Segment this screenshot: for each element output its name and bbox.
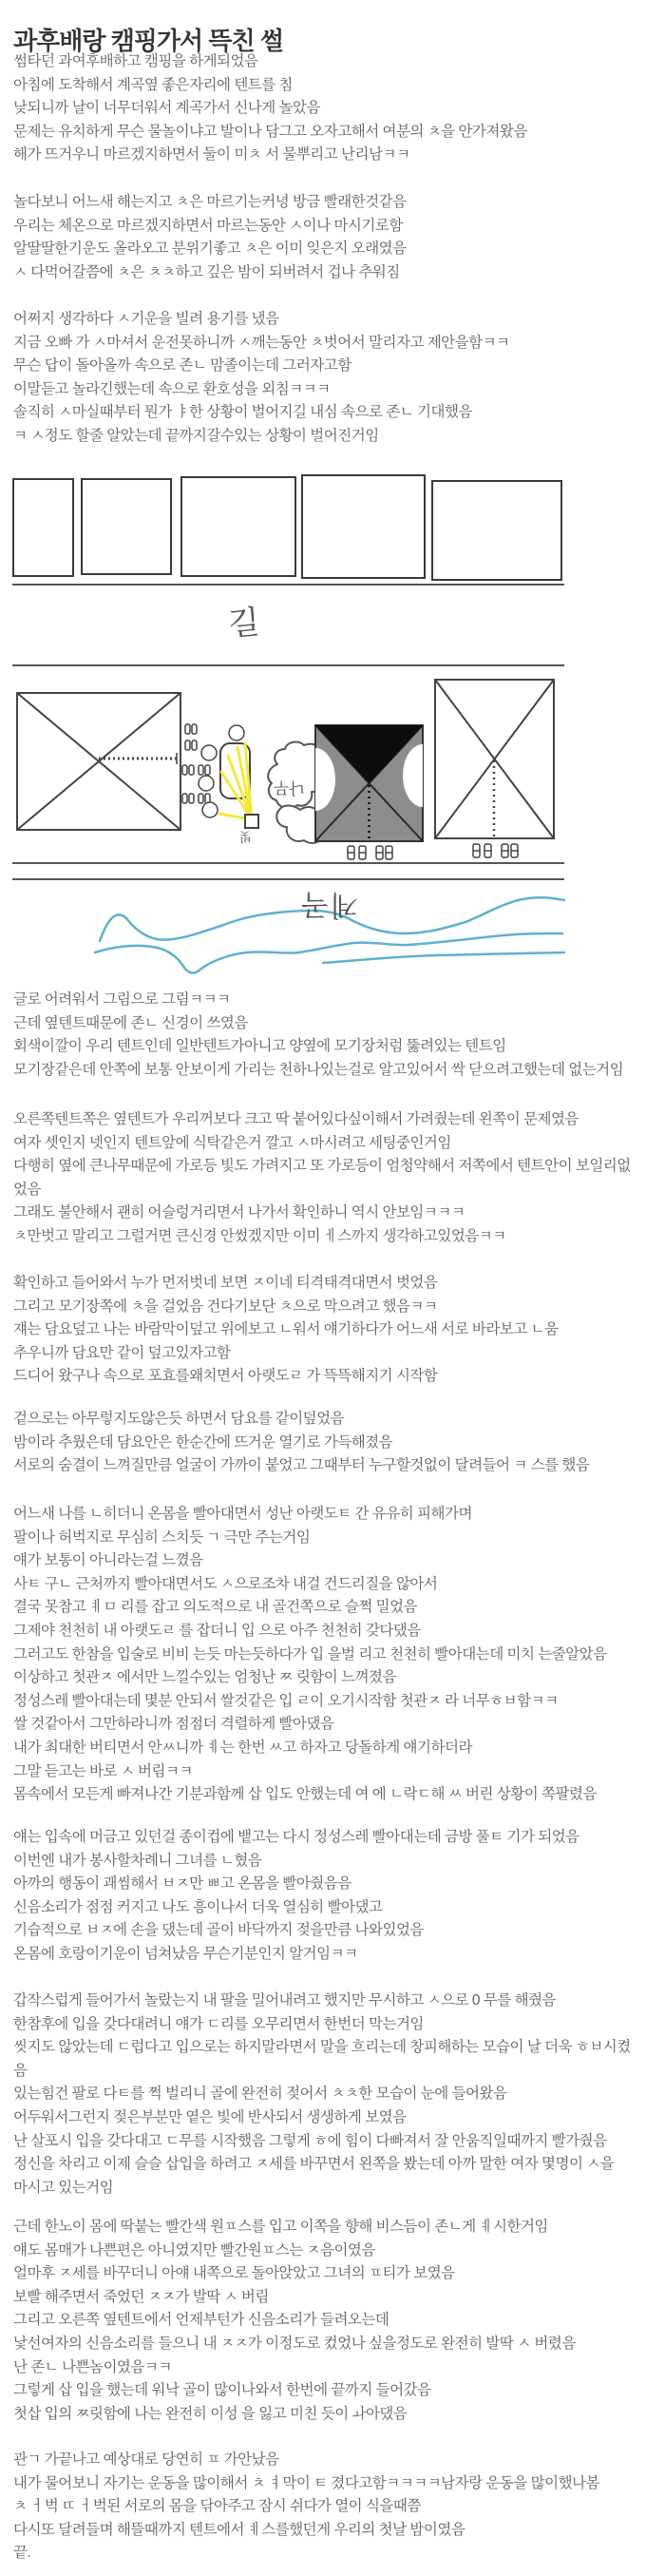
street-lamp bbox=[245, 815, 258, 828]
text-line: 난 살포시 입을 갖다대고 ㄷ무를 시작했음 그렇게 ㅎ에 힘이 다빠져서 잘 안움직일때까지 빨가줬음 bbox=[13, 2132, 607, 2149]
text-line: 그리고 모기장쪽에 ㅊ을 걸었음 건다기보단 ㅊ으로 막으려고 했음ㅋㅋ bbox=[13, 1298, 438, 1315]
text-line: 신음소리가 점점 커지고 나도 흥이나서 더욱 열심히 빨아댔고 bbox=[13, 1898, 383, 1915]
text-line: 회색이깔이 우리 텐트인데 일반텐트가아니고 양옆에 모기장처럼 뚫려있는 텐트임 bbox=[13, 1038, 506, 1055]
text-line: 기습적으로 ㅂㅈ에 손을 댔는데 골이 바닥까지 젖을만큼 나와있었음 bbox=[13, 1922, 424, 1939]
grey-tent-shoes bbox=[348, 846, 392, 859]
text-line: 오른쪽텐트쪽은 옆텐트가 우리꺼보다 크고 딱 붙어있다싶이해서 가려줬는데 왼쪽이 문제였음 bbox=[13, 1111, 579, 1127]
text-line: 정신을 차리고 이제 슬슬 삽입을 하려고 ㅈ세를 바꾸면서 왼쪽을 봤는데 아까 말한 여자 몇명이 ㅅ을 bbox=[13, 2156, 615, 2173]
text-line: 썸타던 과여후배하고 캠핑을 하게되었음 bbox=[13, 53, 258, 69]
text-line: 겉으로는 아무렇지도않은듯 하면서 담요를 같이덮었음 bbox=[13, 1411, 345, 1427]
text-line: 얘도 몸매가 나쁜편은 아니였지만 빨간원ㅍ스는 ㅈ음이였음 bbox=[13, 2241, 375, 2259]
panel-box-2 bbox=[81, 478, 172, 575]
panel-box-4 bbox=[301, 474, 426, 579]
text-line: 한참후에 입을 갖다대려니 얘가 ㄷ리를 오무리면서 한번더 막는거임 bbox=[13, 2015, 424, 2032]
text-line: 첫삽 입의 ㅉ릿함에 나는 완전히 이성 을 잃고 미친 듯이 ㅘ아댔음 bbox=[13, 2405, 408, 2422]
text-line: 쟤는 담요덮고 나는 바람막이덮고 위에보고 ㄴ워서 얘기하다가 어느새 서로 바라보고 ㄴ움 bbox=[13, 1321, 559, 1338]
text-line: 확인하고 들어와서 누가 먼저벗네 보면 ㅈ이네 티격태격대면서 벗었음 bbox=[13, 1275, 438, 1291]
text-line: 있는힘건 팔로 다ㅌ를 쩍 벌리니 골에 완전히 젖어서 ㅊㅊ한 모습이 눈에 들어왔음 bbox=[13, 2086, 507, 2103]
text-line: 무슨 답이 돌아올까 속으로 존ㄴ 맘졸이는데 그러자고함 bbox=[13, 357, 352, 375]
text-line: 몸속에서 모든게 빠져나간 기분과함께 삽 입도 안했는데 여 에 ㄴ락ㄷ해 ㅆ 버린 상황이 쪽팔렸음 bbox=[13, 1786, 597, 1803]
paragraph-10 bbox=[13, 1990, 659, 2200]
paragraph-2 bbox=[13, 191, 659, 284]
text-line: 관ㄱ 가끝나고 예상대로 당연히 ㅍ 가안났음 bbox=[13, 2451, 279, 2468]
text-line: 아까의 행동이 괘씸해서 ㅂㅈ만 ㅃ고 온몸을 빨아줬음음 bbox=[13, 1875, 352, 1893]
text-line: 보빨 해주면서 죽었던 ㅈㅈ가 발딱 ㅅ 버림 bbox=[13, 2288, 269, 2305]
text-line: 그말 듣고는 바로 ㅅ 버림ㅋㅋ bbox=[13, 1762, 193, 1779]
text-line: 결국 못참고 ㅖㅁ 리를 잡고 의도적으로 내 골건쪽으로 슬쩍 밀었음 bbox=[13, 1599, 418, 1616]
valley-road-lines bbox=[12, 863, 564, 879]
text-line: 다시또 달려들며 해뜰때까지 텐트에서 ㅖ스를했던게 우리의 첫날 밤이였음 bbox=[13, 2521, 466, 2538]
left-tent bbox=[17, 693, 180, 830]
text-line: 었음 bbox=[13, 1181, 41, 1198]
text-line: 글로 어려워서 그림으로 그림ㅋㅋㅋ bbox=[13, 991, 231, 1008]
text-line: 갑작스럽게 들어가서 놀랐는지 내 팔을 밀어내려고 했지만 무시하고 ㅅ으로 0 무를 해줬음 bbox=[13, 1992, 557, 2009]
text-line: 근데 한노이 몸에 딱붙는 빨간색 원ㅍ스를 입고 이쪽을 향해 비스듬이 존ㄴ게 ㅖ시한거임 bbox=[13, 2219, 548, 2235]
text-line: 아침에 도착해서 계곡옆 좋은자리에 텐트를 침 bbox=[13, 76, 294, 93]
light-label: 빛 bbox=[239, 830, 252, 844]
campsite-sketch bbox=[0, 665, 665, 989]
paragraph-6 bbox=[13, 1272, 659, 1389]
text-line: 우리는 체온으로 마르겠지하면서 마르는동안 ㅅ이나 마시기로함 bbox=[13, 217, 403, 234]
paragraph-8 bbox=[13, 1503, 659, 1807]
text-line: 놀다보니 어느새 해는지고 ㅊ은 마르기는커녕 방금 빨래한것같음 bbox=[13, 194, 407, 210]
text-line: 그렇게 삽 입을 했는데 워낙 골이 많이나와서 한번에 끝까지 들어갔음 bbox=[13, 2382, 431, 2399]
text-line: 낮되니까 날이 너무더워서 계곡가서 신나게 놀았음 bbox=[13, 100, 320, 117]
road-label: 길 bbox=[226, 604, 261, 644]
paragraph-4 bbox=[13, 989, 659, 1082]
text-line: 내가 물어보니 자기는 운동을 많이해서 ㅊ ㅕ막이 ㅌ 졌다고함ㅋㅋㅋㅋ남자랑 운동을 많이했나봄 bbox=[13, 2474, 599, 2491]
post-title: 과후배랑 캠핑가서 뜩친 썰 bbox=[13, 27, 283, 56]
text-line: ㅅ 다먹어갈쯤에 ㅊ은 ㅊㅊ하고 깊은 밤이 되버려서 겁나 추워짐 bbox=[13, 263, 400, 280]
text-line: 어쩌지 생각하다 ㅅ기운을 빌려 용기를 냈음 bbox=[13, 311, 279, 327]
text-line: 그리고 오른쪽 옆텐트에서 언제부턴가 신음소리가 들려오는데 bbox=[13, 2312, 390, 2329]
grey-tent bbox=[295, 725, 443, 841]
text-line: 온몸에 호랑이기운이 넘쳐났음 무슨기분인지 알거임ㅋㅋ bbox=[13, 1945, 358, 1962]
paragraph-3 bbox=[13, 308, 659, 449]
text-line: 지금 오빠 가 ㅅ마셔서 운전못하니까 ㅅ깨는동안 ㅊ벗어서 말리자고 제안을함ㅋㅋ bbox=[13, 334, 510, 351]
text-line: 솔직히 ㅅ마실때부터 뭔가 ㅑ한 상황이 벌어지길 내심 속으로 존ㄴ 기대했음 bbox=[13, 404, 472, 421]
paragraph-5 bbox=[13, 1108, 659, 1249]
text-line: 씻지도 않았는데 ㄷ럽다고 입으로는 하지말라면서 말을 흐리는데 창피해하는 모습이 날 더욱 ㅎㅂ시켰 bbox=[13, 2039, 631, 2056]
text-line: 이번엔 내가 봉사할차례니 그녀를 ㄴ혔음 bbox=[13, 1852, 262, 1869]
text-line: 여자 셋인지 넷인지 텐트앞에 식탁같은거 깔고 ㅅ마시려고 세팅중인거임 bbox=[13, 1134, 451, 1151]
text-line: 근데 옆텐트때문에 존ㄴ 신경이 쓰였음 bbox=[13, 1014, 248, 1031]
road-line-top bbox=[12, 584, 564, 586]
text-line: 난 존ㄴ 나쁜놈이였음ㅋㅋ bbox=[13, 2358, 172, 2375]
tree-label: 나무 bbox=[274, 779, 305, 797]
text-line: 내가 최대한 버티면서 안ㅆ니까 ㅖ는 한번 ㅆ고 하자고 당돌하게 얘기하더라 bbox=[13, 1739, 472, 1756]
text-line: 이상하고 첫관ㅈ 에서만 느낄수있는 엄청난 ㅉ 릿함이 느껴졌음 bbox=[13, 1669, 396, 1686]
text-line: ㅊ만벗고 말리고 그럴거면 큰신경 안썼겠지만 이미 ㅔ스까지 생각하고있었음ㅋㅋ bbox=[13, 1227, 506, 1244]
text-line: 다행히 옆에 큰나무때문에 가로등 빛도 가려지고 또 가로등이 엄청약해서 저쪽에서 텐트안이 보일리없 bbox=[13, 1158, 631, 1175]
text-line: ㅊ ㅓ벅 ㄸ ㅓ벅된 서로의 몸을 닦아주고 잠시 쉬다가 열이 식을때쯤 bbox=[13, 2498, 421, 2515]
text-line: 그래도 불안해서 괜히 어슬렁거리면서 나가서 확인하니 역시 안보임ㅋㅋㅋ bbox=[13, 1204, 466, 1221]
text-line: 정성스레 빨아대는데 몇분 안되서 쌀것같은 입 ㄹ이 오기시작함 첫관ㅈ 라 너무ㅎㅂ함ㅋㅋ bbox=[13, 1692, 559, 1709]
panel-box-5 bbox=[431, 480, 562, 581]
text-line: 그제야 천천히 내 아랫도ㄹ 를 잡더니 입 으로 아주 천천히 갖다댔음 bbox=[13, 1622, 421, 1639]
text-line: 얘가 보통이 아니라는걸 느꼈음 bbox=[13, 1552, 203, 1569]
text-line: 어두워서그런지 젖은부분만 옅은 빛에 반사되서 생생하게 보였음 bbox=[13, 2108, 407, 2125]
text-line: 모기장같은데 안쪽에 보통 안보이게 가리는 천하나있는걸로 알고있어서 싹 닫으려고했는데 없는거임 bbox=[13, 1061, 624, 1078]
text-line: 어느새 나를 ㄴ히더니 온몸을 빨아대면서 성난 아랫도ㅌ 간 유유히 피해가며 bbox=[13, 1506, 472, 1522]
paragraph-7 bbox=[13, 1408, 659, 1478]
right-tent bbox=[435, 680, 554, 838]
panel-box-3 bbox=[180, 476, 296, 577]
text-line: 추우니까 담요만 같이 덮고있자고함 bbox=[13, 1344, 231, 1361]
text-line: 낯선여자의 신음소리를 들으니 내 ㅈㅈ가 이정도로 컸었나 싶을정도로 완전히 발딱 ㅅ 버렸음 bbox=[13, 2335, 576, 2352]
text-line: 드디어 왔구나 속으로 포효를왜치면서 아랫도ㄹ 가 뜩뜩해지기 시작함 bbox=[13, 1368, 438, 1385]
text-line: ㅋ ㅅ정도 할줄 알았는데 끝까지갈수있는 상황이 벌어진거임 bbox=[13, 427, 379, 444]
paragraph-9 bbox=[13, 1826, 659, 1967]
valley-label: 계곡 bbox=[299, 889, 358, 920]
text-line: 얼마후 ㅈ세를 바꾸더니 아얘 내쪽으로 돌아앉았고 그녀의 ㅍ티가 보였음 bbox=[13, 2265, 455, 2282]
text-line: 알딸딸한기운도 올라오고 분위기좋고 ㅊ은 이미 잊은지 오래였음 bbox=[13, 240, 407, 258]
panel-box-1 bbox=[12, 478, 74, 577]
text-line: 사ㅌ 구ㄴ 근처까지 빨아대면서도 ㅅ으로조차 내걸 건드리질을 않아서 bbox=[13, 1575, 438, 1592]
paragraph-12 bbox=[13, 2449, 659, 2566]
right-tent-shoes bbox=[473, 844, 518, 857]
text-line: 밤이라 추웠은데 담요안은 한순간에 뜨거운 열기로 가득해졌음 bbox=[13, 1433, 393, 1451]
text-line: 그러고도 한참을 입술로 비비 는듯 마는듯하다가 입 을벌 리고 천천히 빨아대는데 미치 는줄알았음 bbox=[13, 1645, 607, 1663]
text-line: 음 bbox=[13, 2062, 28, 2079]
text-line: 해가 뜨거우니 마르겠지하면서 둘이 미ㅊ 서 물뿌리고 난리남ㅋㅋ bbox=[13, 146, 410, 163]
text-line: 팔이나 허벅지로 무심히 스치듯 ㄱ 극만 주는거임 bbox=[13, 1528, 311, 1546]
text-line: 얘는 입속에 머금고 있던걸 종이컵에 뱉고는 다시 정성스레 빨아대는데 금방 풀ㅌ 기가 되었음 bbox=[13, 1829, 580, 1845]
paragraph-1 bbox=[13, 50, 659, 167]
text-line: 서로의 숨결이 느껴질만큼 얼굴이 가까이 붙었고 그때부터 누구할것없이 달려들어 ㅋ 스를 했음 bbox=[13, 1457, 590, 1474]
text-line: 이말듣고 놀라긴했는데 속으로 환호성을 외침ㅋㅋㅋ bbox=[13, 380, 331, 397]
text-line: 마시고 있는거임 bbox=[13, 2179, 114, 2196]
text-line: 문제는 유치하게 무슨 물놀이냐고 발이나 담그고 오자고해서 여분의 ㅊ을 안가져왔음 bbox=[13, 123, 527, 140]
text-line: 끝. bbox=[13, 2545, 31, 2562]
paragraph-11 bbox=[13, 2216, 659, 2426]
text-line: 쌀 것같아서 그만하라니까 점점더 격렬하게 빨아댔음 bbox=[13, 1716, 334, 1733]
